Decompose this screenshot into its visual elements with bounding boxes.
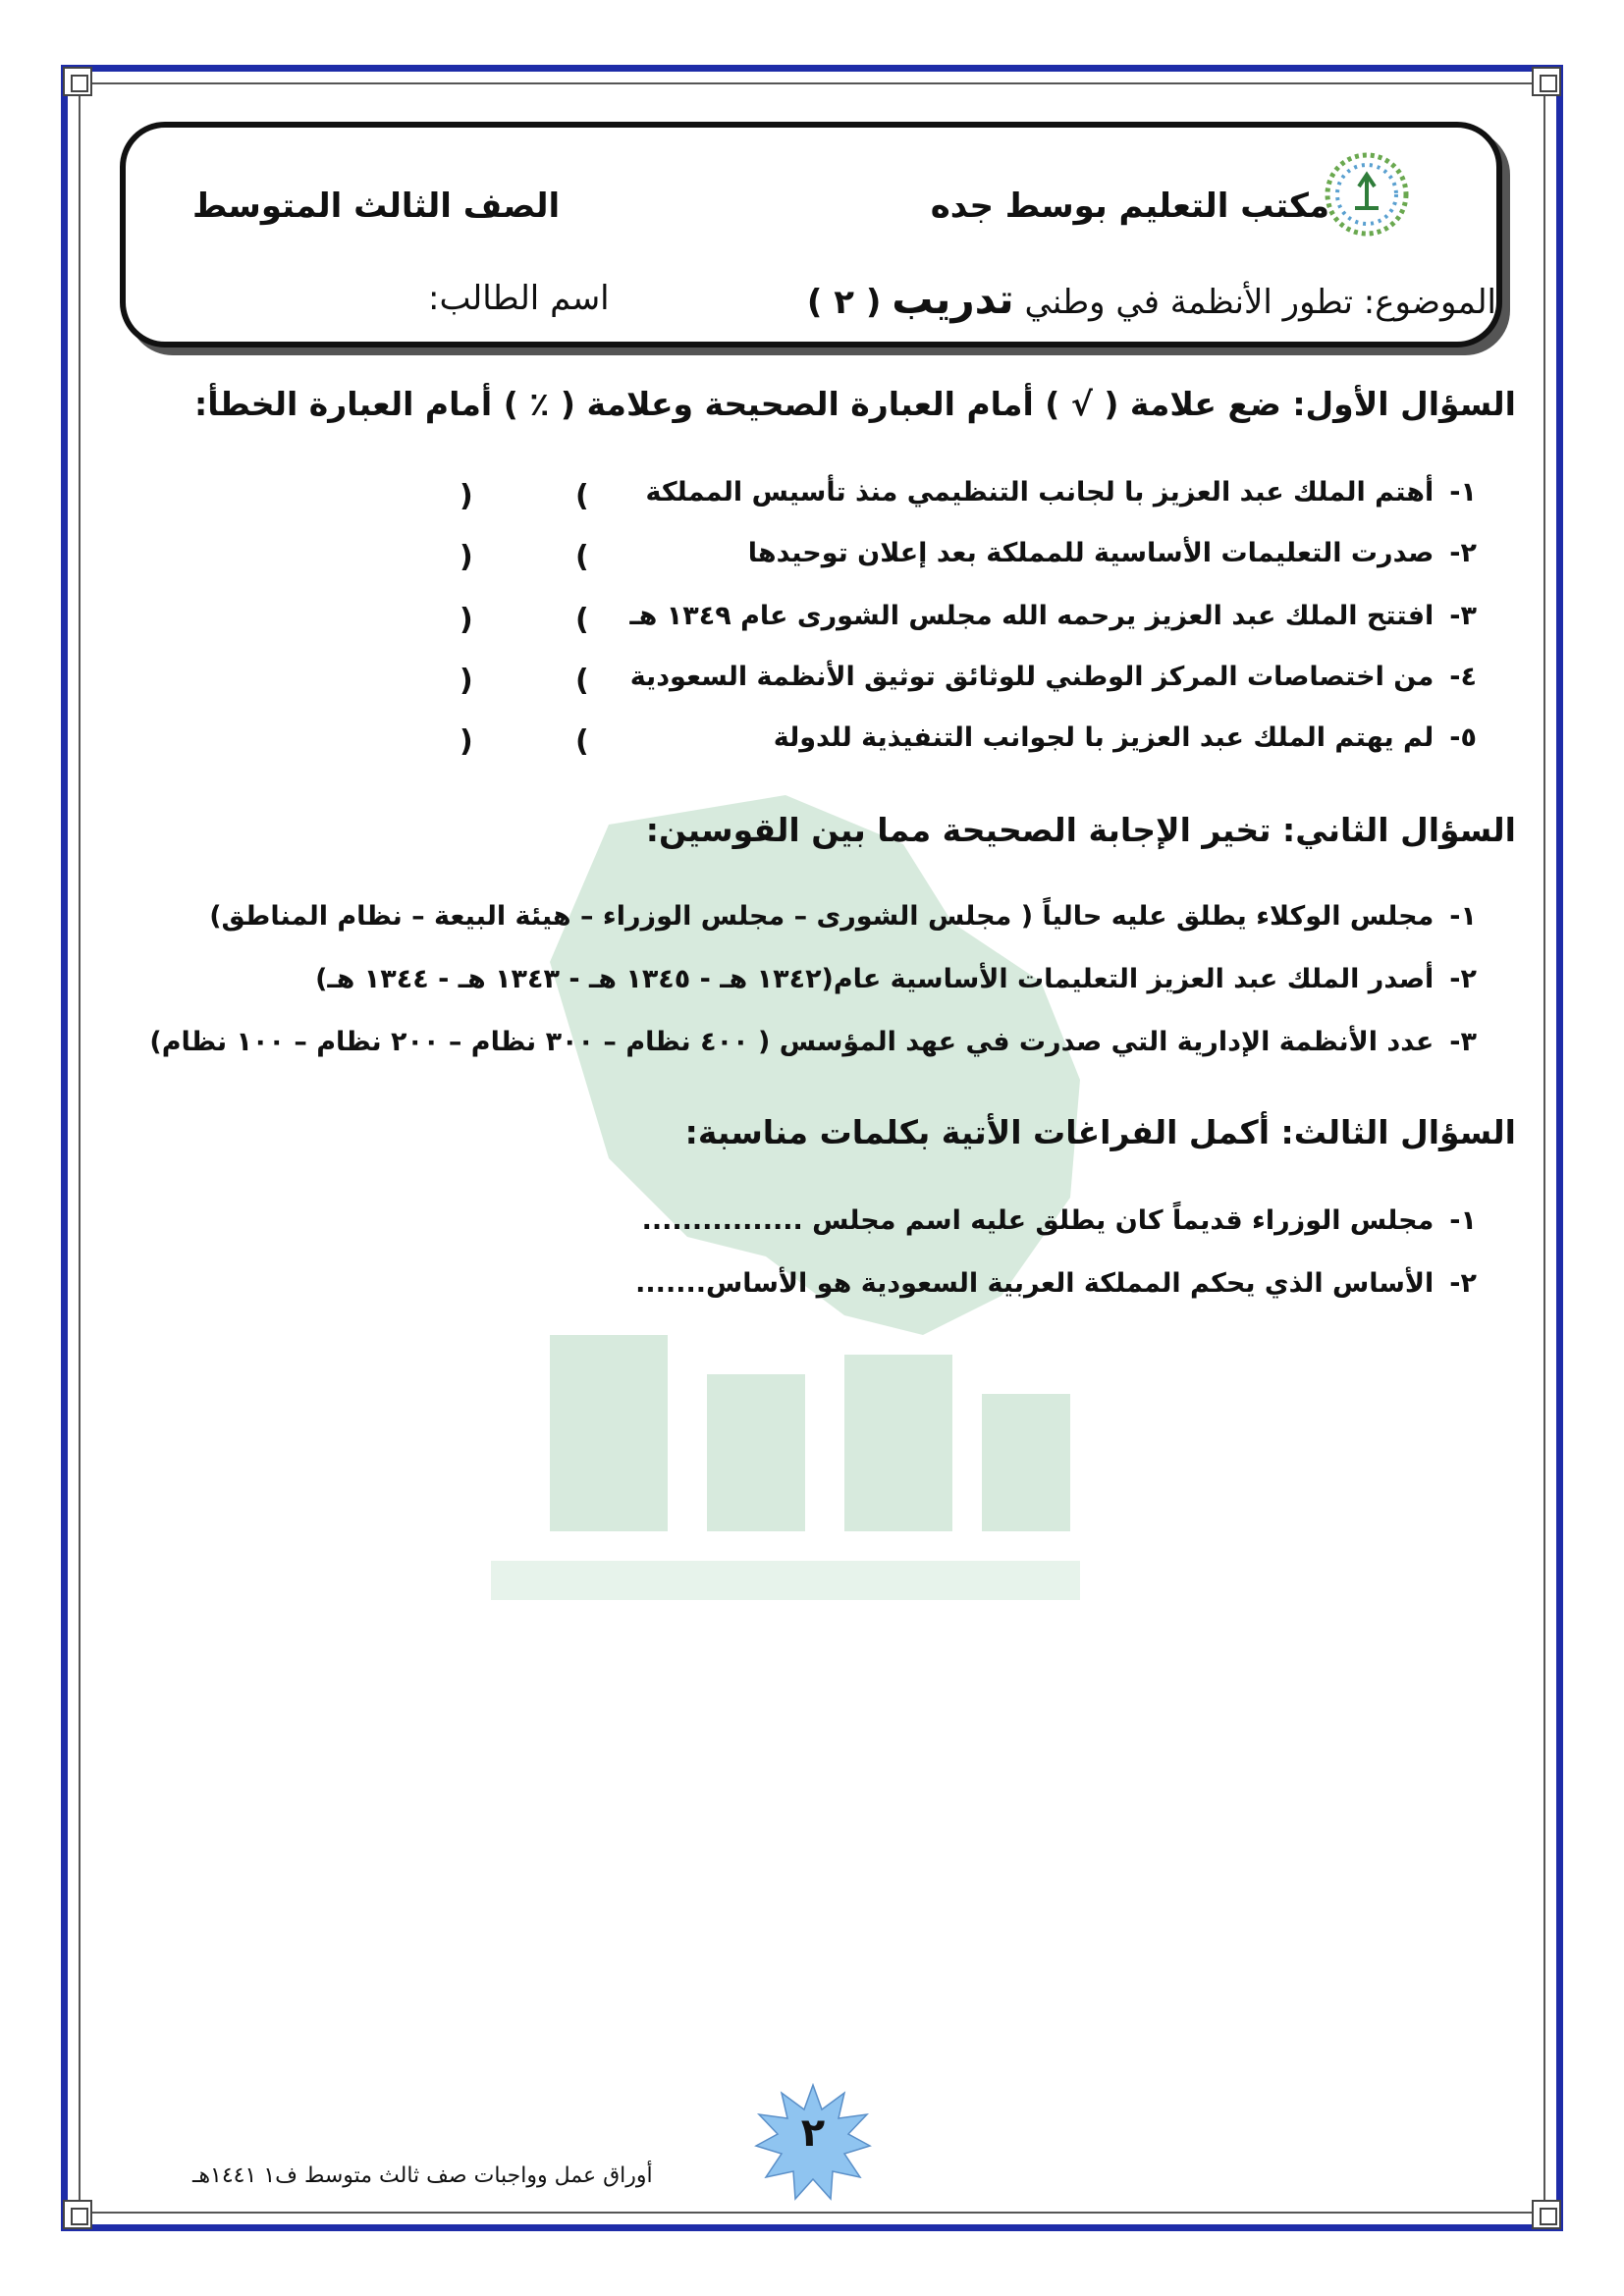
item-text: مجلس الوكلاء يطلق عليه حالياً ( مجلس الشورى – مجلس الوزراء – هيئة البيعة – نظام المناطق) (209, 901, 1435, 932)
corner-ornament (63, 2200, 92, 2229)
item-number: ٣- (1449, 1027, 1477, 1057)
answer-paren-open: ( (575, 603, 589, 637)
grade-label: الصف الثالث المتوسط (192, 187, 561, 226)
item-number: ٢- (1449, 538, 1477, 568)
page-number: ٢ (800, 2110, 826, 2156)
answer-paren-close: ) (460, 724, 473, 759)
item-number: ١- (1449, 477, 1477, 507)
item-text: عدد الأنظمة الإدارية التي صدرت في عهد المؤسس ( ٤٠٠ نظام – ٣٠٠ نظام – ٢٠٠ نظام – ١٠٠ نظام) (149, 1027, 1435, 1057)
answer-paren-close: ) (460, 603, 473, 637)
item-text: صدرت التعليمات الأساسية للمملكة بعد إعلان توحيدها (747, 538, 1435, 568)
footer-text: أوراق عمل وواجبات صف ثالث متوسط ف١ ١٤٤١هـ (192, 2163, 653, 2188)
item-number: ١- (1449, 1205, 1477, 1236)
item-text: أهتم الملك عبد العزيز با لجانب التنظيمي منذ تأسيس المملكة (645, 477, 1435, 507)
item-number: ٤- (1449, 662, 1477, 692)
q1-item (748, 538, 1477, 568)
q1-item (629, 601, 1477, 631)
q3-item (635, 1268, 1477, 1299)
answer-paren-close: ) (460, 540, 473, 574)
item-text: من اختصاصات المركز الوطني للوثائق توثيق الأنظمة السعودية (629, 662, 1435, 692)
topic-line (807, 275, 1496, 323)
answer-paren-close: ) (460, 479, 473, 513)
question-2-title: السؤال الثاني: تخير الإجابة الصحيحة مما بين القوسين: (645, 811, 1516, 849)
item-text: الأساس الذي يحكم المملكة العربية السعودية هو الأساس....... (635, 1268, 1435, 1299)
topic-text: الموضوع: تطور الأنظمة في وطني (1024, 283, 1496, 322)
item-text: مجلس الوزراء قديماً كان يطلق عليه اسم مجلس ................ (641, 1205, 1435, 1236)
q3-item (642, 1205, 1477, 1236)
q1-item (774, 722, 1477, 753)
corner-ornament (1532, 67, 1561, 96)
question-3-title: السؤال الثالث: أكمل الفراغات الأتية بكلمات مناسبة: (684, 1113, 1516, 1151)
answer-paren-open: ( (575, 540, 589, 574)
q2-item (149, 1027, 1477, 1057)
ministry-logo-icon (1320, 147, 1414, 241)
item-number: ٥- (1449, 722, 1477, 753)
answer-paren-open: ( (575, 664, 589, 698)
training-number: ( ٢ ) (806, 283, 882, 322)
corner-ornament (1532, 2200, 1561, 2229)
education-office-title: مكتب التعليم بوسط جده (930, 187, 1329, 226)
item-text: لم يهتم الملك عبد العزيز با لجوانب التنفيذية للدولة (773, 722, 1435, 753)
item-number: ١- (1449, 901, 1477, 932)
q1-item (645, 477, 1477, 507)
answer-paren-open: ( (575, 724, 589, 759)
answer-paren-close: ) (460, 664, 473, 698)
q2-item (209, 901, 1477, 932)
q2-item (315, 964, 1477, 994)
question-1-title: السؤال الأول: ضع علامة ( √ ) أمام العبارة الصحيحة وعلامة ( ٪ ) أمام العبارة الخطأ: (194, 385, 1516, 423)
training-label: تدريب (892, 275, 1014, 323)
item-number: ٢- (1449, 1268, 1477, 1299)
answer-paren-open: ( (575, 479, 589, 513)
item-text: افتتح الملك عبد العزيز يرحمه الله مجلس الشورى عام ١٣٤٩ هـ (629, 601, 1435, 631)
corner-ornament (63, 67, 92, 96)
item-number: ٢- (1449, 964, 1477, 994)
q1-item (630, 662, 1477, 692)
item-number: ٣- (1449, 601, 1477, 631)
item-text: أصدر الملك عبد العزيز التعليمات الأساسية عام(١٣٤٢ هـ - ١٣٤٥ هـ - ١٣٤٣ هـ - ١٣٤٤ هـ) (315, 964, 1435, 994)
student-name-label: اسم الطالب: (428, 279, 610, 318)
